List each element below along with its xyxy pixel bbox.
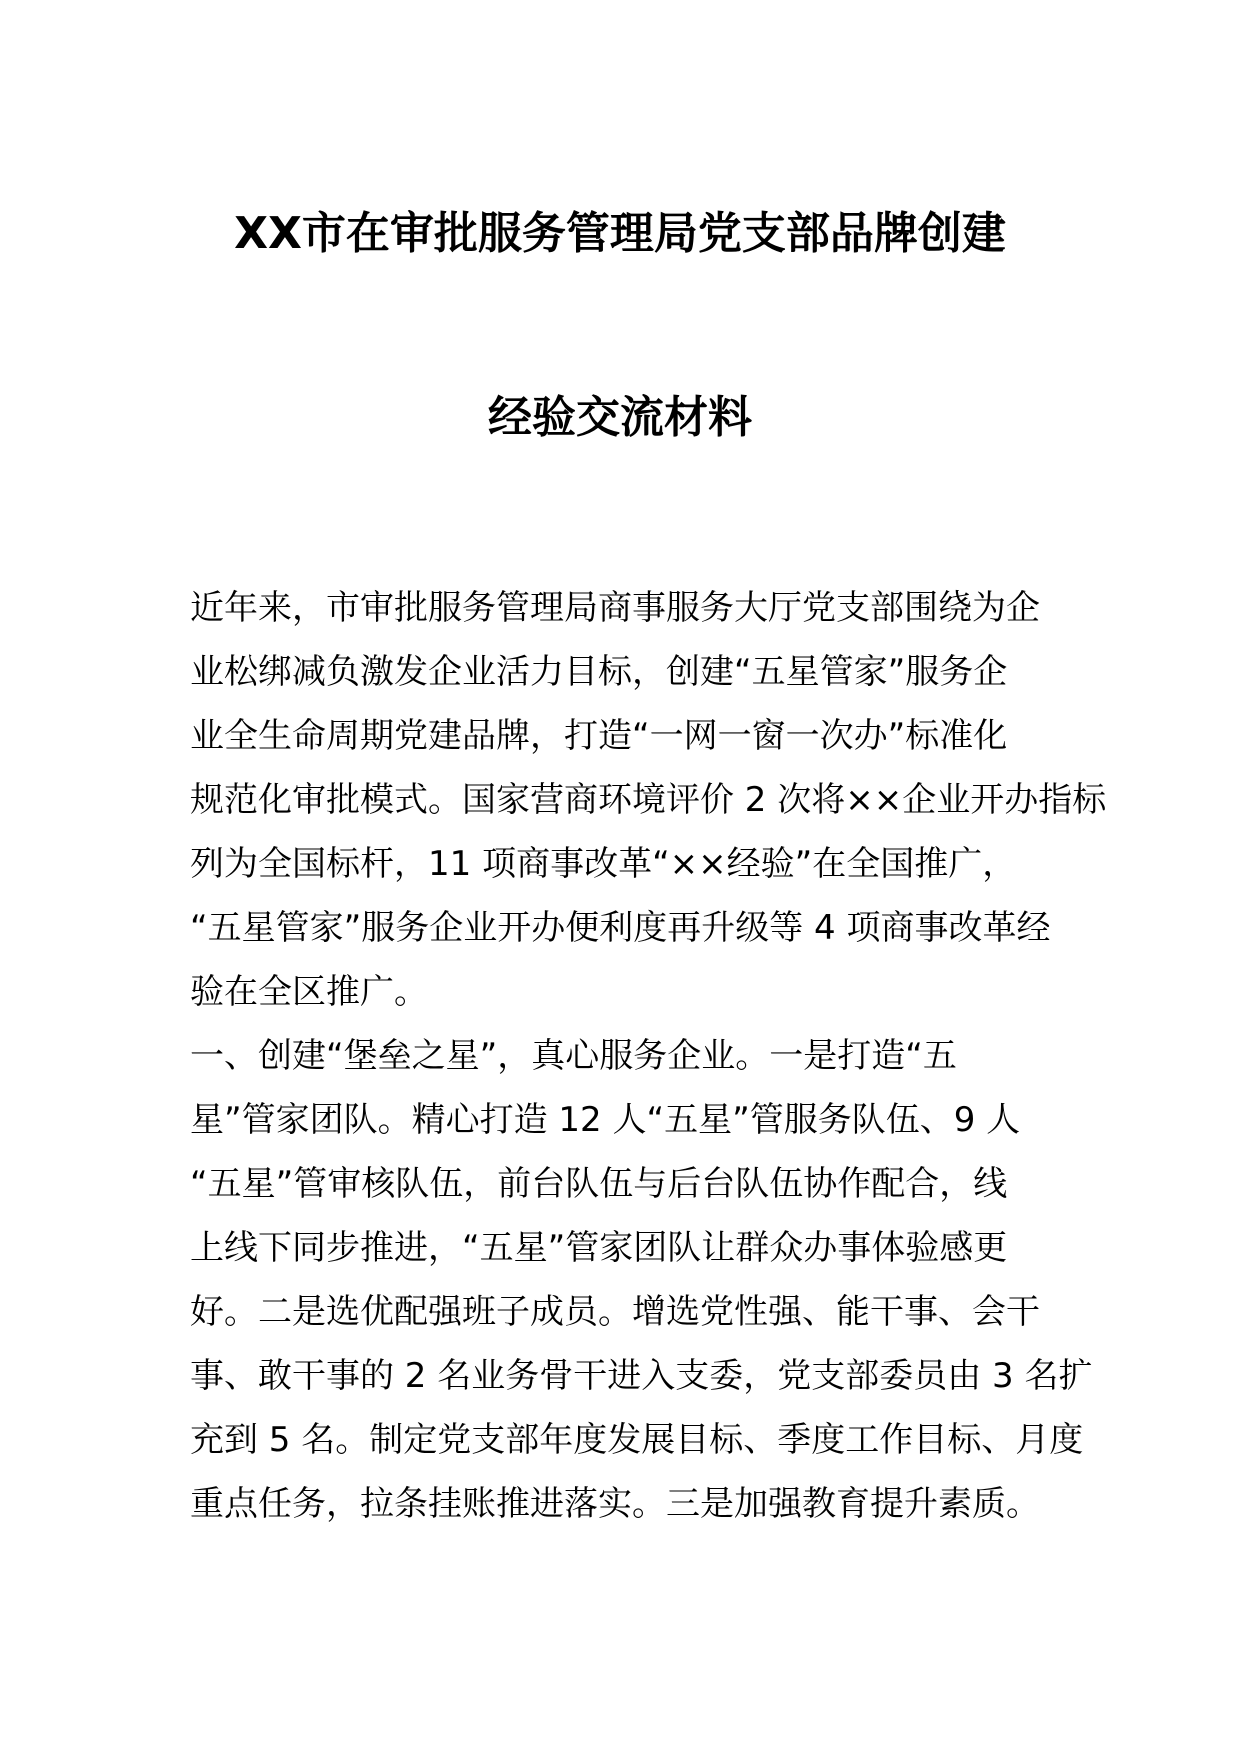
body-text-line: “五星管家”服务企业开办便利度再升级等 4 项商事改革经 [190,908,1051,948]
body-text-line: 上线下同步推进，“五星”管家团队让群众办事体验感更 [190,1228,1008,1268]
body-text-line: 事、敢干事的 2 名业务骨干进入支委，党支部委员由 3 名扩 [190,1356,1093,1396]
body-text-line: 星”管家团队。精心打造 12 人“五星”管服务队伍、9 人 [190,1100,1021,1140]
document-title-line-1: XX市在审批服务管理局党支部品牌创建 [234,208,1006,259]
body-text-line: 规范化审批模式。国家营商环境评价 2 次将××企业开办指标 [190,780,1107,820]
body-text-line: 重点任务，拉条挂账推进落实。三是加强教育提升素质。 [190,1484,1040,1524]
body-text-line: “五星”管审核队伍，前台队伍与后台队伍协作配合，线 [190,1164,1008,1204]
body-text-line: 验在全区推广。 [190,972,428,1012]
body-text-line: 近年来，市审批服务管理局商事服务大厅党支部围绕为企 [190,588,1040,628]
body-text-line: 好。二是选优配强班子成员。增选党性强、能干事、会干 [190,1292,1040,1332]
document-title-line-2: 经验交流材料 [488,392,752,443]
body-text-line: 业松绑减负激发企业活力目标，创建“五星管家”服务企 [190,652,1008,692]
body-text-line: 业全生命周期党建品牌，打造“一网一窗一次办”标准化 [190,716,1008,756]
body-text-line: 列为全国标杆，11 项商事改革“××经验”在全国推广， [190,844,1017,884]
body-text-line: 一、创建“堡垒之星”，真心服务企业。一是打造“五 [190,1036,957,1076]
body-text-line: 充到 5 名。制定党支部年度发展目标、季度工作目标、月度 [190,1420,1084,1460]
